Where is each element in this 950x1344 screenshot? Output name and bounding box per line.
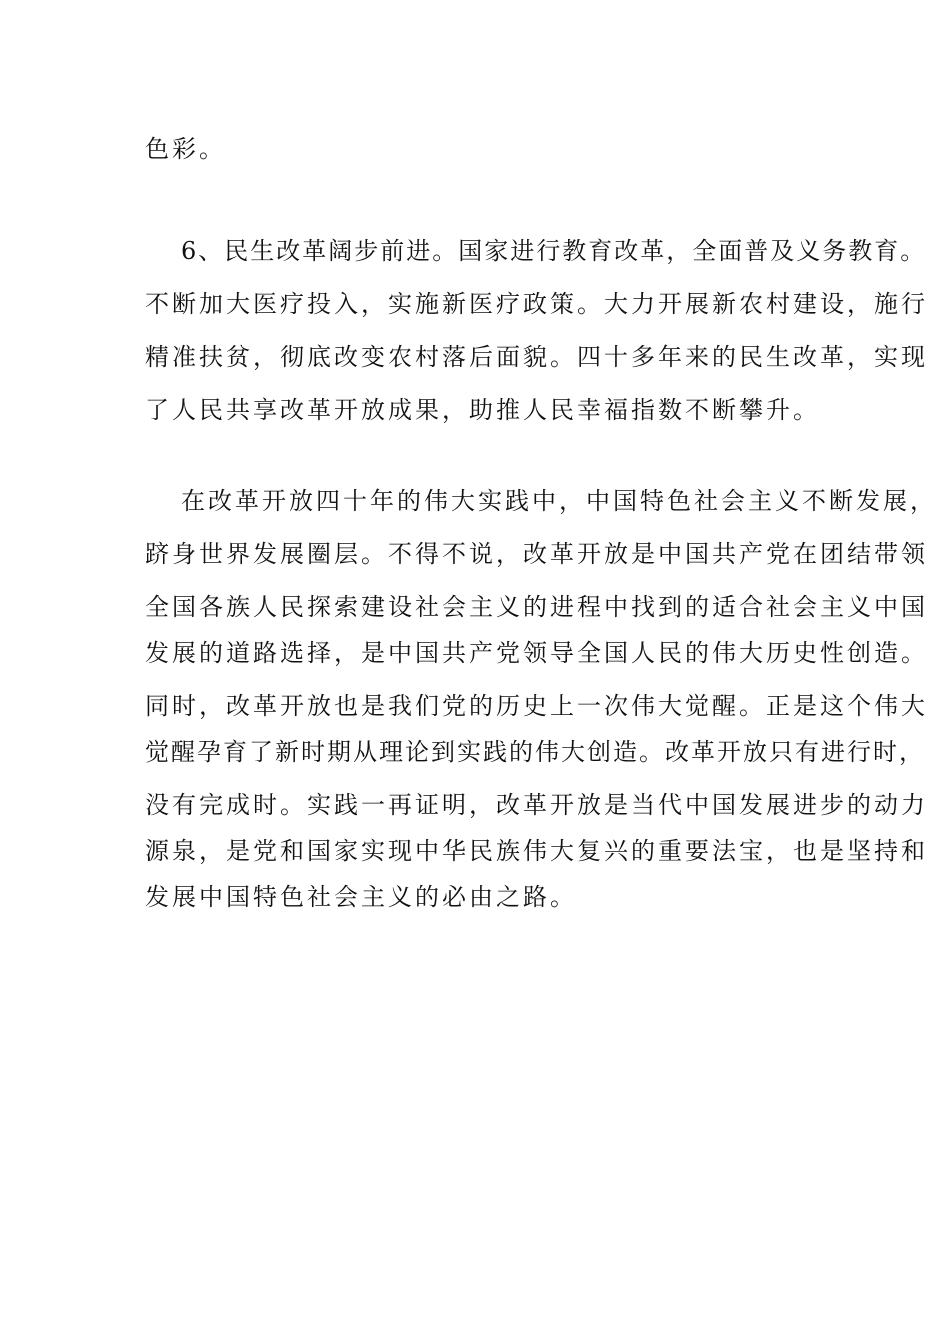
text-line: 全国各族人民探索建设社会主义的进程中找到的适合社会主义中国 bbox=[145, 593, 928, 621]
text-line: 了人民共享改革开放成果，助推人民幸福指数不断攀升。 bbox=[145, 396, 820, 424]
text-line: 觉醒孕育了新时期从理论到实践的伟大创造。改革开放只有进行时， bbox=[145, 738, 925, 766]
text-line: 色彩。 bbox=[145, 135, 226, 163]
text-line: 没有完成时。实践一再证明，改革开放是当代中国发展进步的动力 bbox=[145, 791, 928, 819]
text-line: 6、民生改革阔步前进。国家进行教育改革，全面普及义务教育。 bbox=[181, 237, 927, 265]
text-line: 源泉，是党和国家实现中华民族伟大复兴的重要法宝，也是坚持和 bbox=[145, 837, 928, 865]
text-line: 同时，改革开放也是我们党的历史上一次伟大觉醒。正是这个伟大 bbox=[145, 692, 928, 720]
text-line: 跻身世界发展圈层。不得不说，改革开放是中国共产党在团结带领 bbox=[145, 540, 928, 568]
text-line: 在改革开放四十年的伟大实践中，中国特色社会主义不断发展， bbox=[181, 487, 937, 515]
text-line: 发展的道路选择，是中国共产党领导全国人民的伟大历史性创造。 bbox=[145, 639, 928, 667]
text-line: 精准扶贫，彻底改变农村落后面貌。四十多年来的民生改革，实现 bbox=[145, 343, 928, 371]
text-line: 发展中国特色社会主义的必由之路。 bbox=[145, 883, 577, 911]
text-line: 不断加大医疗投入，实施新医疗政策。大力开展新农村建设，施行 bbox=[145, 290, 928, 318]
